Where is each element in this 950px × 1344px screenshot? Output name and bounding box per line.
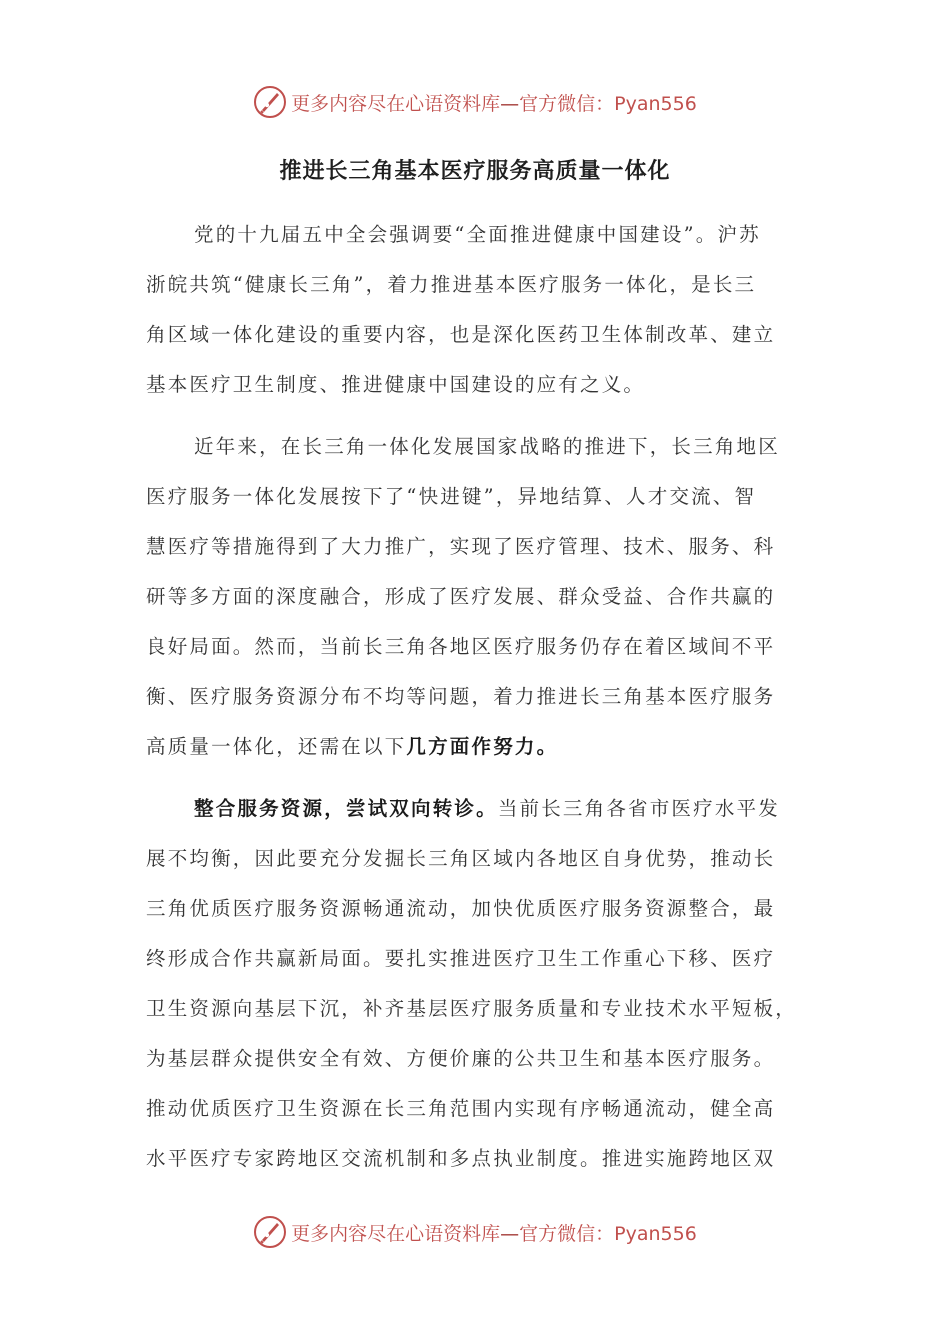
text-line: 医疗服务一体化发展按下了“快进键”，异地结算、人才交流、智 bbox=[146, 485, 757, 508]
banner-dash: — bbox=[500, 1222, 520, 1245]
banner-wechat-text: 官方微信：Pyan556 bbox=[519, 92, 697, 115]
text-line: 良好局面。然而，当前长三角各地区医疗服务仍存在着区域间不平 bbox=[146, 635, 776, 658]
banner-text bbox=[291, 89, 697, 116]
text-line: 角区域一体化建设的重要内容，也是深化医药卫生体制改革、建立 bbox=[146, 323, 776, 346]
text-line: 为基层群众提供安全有效、方便价廉的公共卫生和基本医疗服务。 bbox=[146, 1047, 776, 1070]
text-line: 水平医疗专家跨地区交流机制和多点执业制度。推进实施跨地区双 bbox=[146, 1147, 776, 1170]
banner-dash: — bbox=[500, 92, 520, 115]
text-line: 展不均衡，因此要充分发掘长三角区域内各地区自身优势，推动长 bbox=[146, 847, 776, 870]
text-line bbox=[146, 722, 796, 772]
banner-main-text: 更多内容尽在心语资料库 bbox=[291, 1222, 501, 1245]
text-line: 推动优质医疗卫生资源在长三角范围内实现有序畅通流动，健全高 bbox=[146, 1097, 776, 1120]
text-line: 党的十九届五中全会强调要“全面推进健康中国建设”。沪苏 bbox=[194, 223, 761, 246]
section-heading-inline: 整合服务资源，尝试双向转诊。 bbox=[194, 797, 498, 820]
quill-logo-icon bbox=[253, 1215, 287, 1249]
text-line: 浙皖共筑“健康长三角”，着力推进基本医疗服务一体化，是长三 bbox=[146, 273, 757, 296]
text-line: 三角优质医疗服务资源畅通流动，加快优质医疗服务资源整合，最 bbox=[146, 897, 776, 920]
banner-text bbox=[291, 1219, 697, 1246]
header-watermark-banner bbox=[0, 82, 950, 122]
banner-main-text: 更多内容尽在心语资料库 bbox=[291, 92, 501, 115]
document-body bbox=[146, 210, 796, 1196]
text-line: 终形成合作共赢新局面。要扎实推进医疗卫生工作重心下移、医疗 bbox=[146, 947, 776, 970]
text-line-bold: 几方面作努力。 bbox=[406, 735, 559, 758]
text-line-plain: 当前长三角各省市医疗水平发 bbox=[497, 797, 780, 820]
text-line: 近年来，在长三角一体化发展国家战略的推进下，长三角地区 bbox=[194, 435, 780, 458]
text-line: 基本医疗卫生制度、推进健康中国建设的应有之义。 bbox=[146, 373, 646, 396]
text-line: 研等多方面的深度融合，形成了医疗发展、群众受益、合作共赢的 bbox=[146, 585, 776, 608]
text-line-plain: 高质量一体化，还需在以下 bbox=[146, 735, 407, 758]
paragraph-3 bbox=[146, 784, 796, 1184]
paragraph-2 bbox=[146, 422, 796, 772]
text-line: 卫生资源向基层下沉，补齐基层医疗服务质量和专业技术水平短板， bbox=[146, 997, 798, 1020]
banner-wechat-text: 官方微信：Pyan556 bbox=[519, 1222, 697, 1245]
text-line bbox=[146, 784, 796, 834]
text-line: 衡、医疗服务资源分布不均等问题，着力推进长三角基本医疗服务 bbox=[146, 685, 776, 708]
quill-logo-icon bbox=[253, 85, 287, 119]
text-line: 慧医疗等措施得到了大力推广，实现了医疗管理、技术、服务、科 bbox=[146, 535, 776, 558]
paragraph-1 bbox=[146, 210, 796, 410]
document-title: 推进长三角基本医疗服务高质量一体化 bbox=[279, 159, 671, 184]
footer-watermark-banner bbox=[0, 1212, 950, 1252]
